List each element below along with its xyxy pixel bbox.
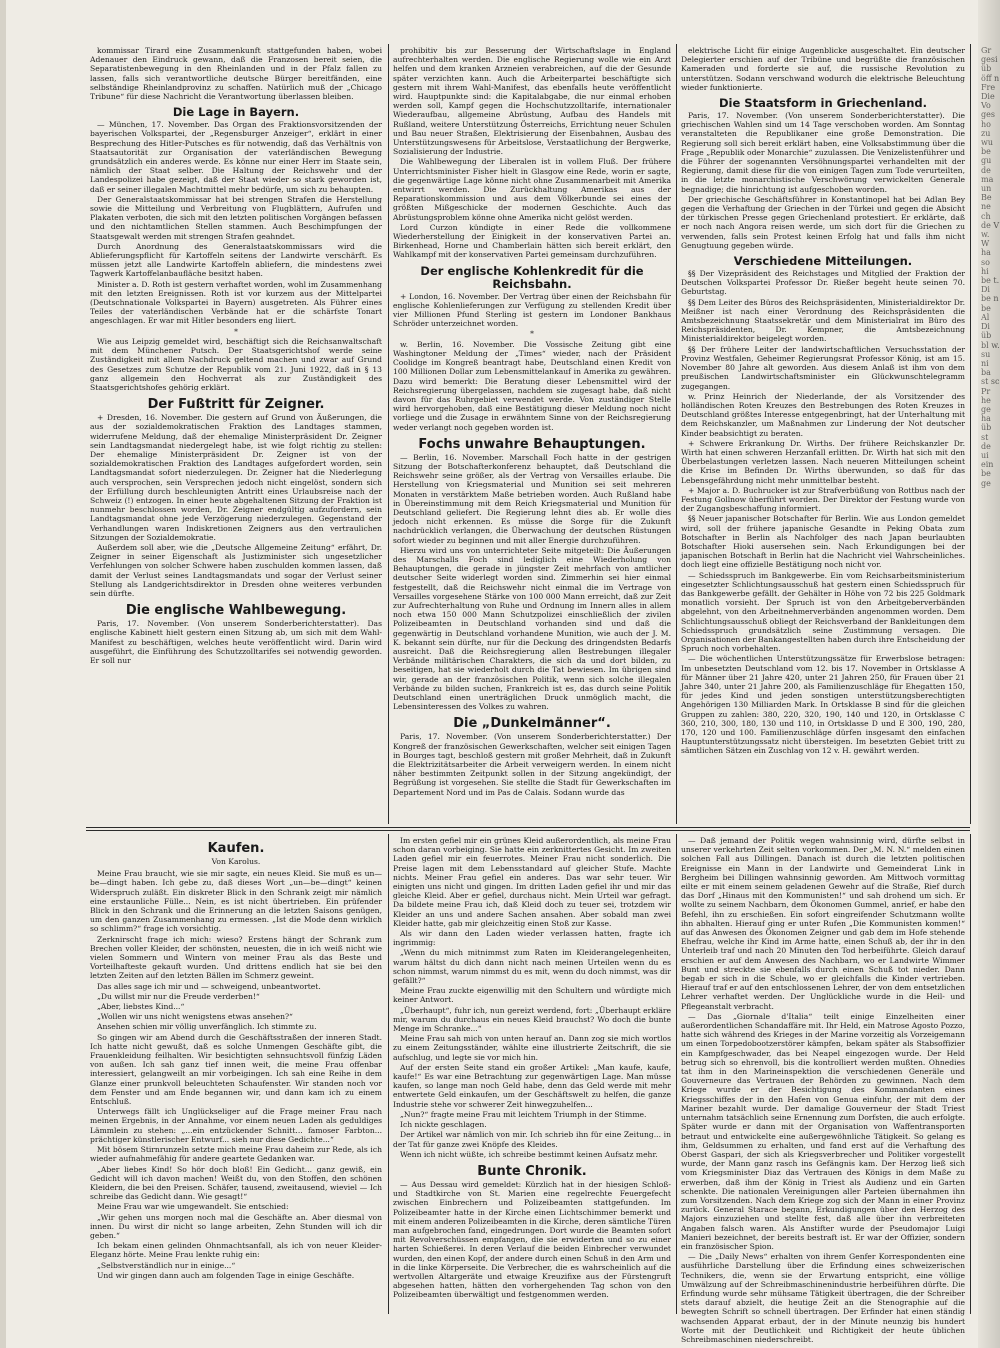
story-paragraph: Meine Frau sah mich von unten herauf an. Dann zog sie mich wortlos zu einem Zeitungsständer, wählte eine illustrierte Zeitschrift, die sie aufschlug, und legte sie vor mich hin. bbox=[393, 1034, 671, 1062]
article-paragraph: §§ Dem Leiter des Büros des Reichspräsidenten, Ministerialdirektor Dr. Meißner ist nach einer Verordnung des Reichspräsidenten die Amtsbezeichnung Staatssekretär und dem Ministerialrat im Büro des Reichspräsidenten, Dr. Kempner, die Amtsbezeichnung Ministerialdirektor beigelegt worden. bbox=[681, 297, 965, 344]
star-divider: * bbox=[530, 329, 534, 339]
story-paragraph: „Aber, liebstes Kind...“ bbox=[97, 1002, 185, 1012]
article-paragraph: Minister a. D. Roth ist gestern verhaftet worden, wohl im Zusammenhang mit den letzten Ereignissen. Roth ist vor kurzem aus der Mittelpartei (Deutschnationale Volkspartei in Bayern) ausgetreten. Als Führer eines Teiles der vaterländischen Verbände hat er die schärfste Tonart angeschlagen. Er war mit Hitler besonders eng liiert. bbox=[90, 279, 383, 326]
headline-lage-in-bayern: Die Lage in Bayern. bbox=[172, 105, 300, 120]
article-paragraph: Lord Curzon kündigte in einer Rede die vollkommene Wiederherstellung der Einigkeit in der konservativen Partei an. Birkenhead, Horne und Chamberlain hätten sich bereit erklärt, den Wahlkampf mit der konservativen Partei gemeinsam durchzuführen. bbox=[393, 222, 671, 260]
story-paragraph: „Überhaupt“, fuhr ich, nun gereizt werdend, fort: „Überhaupt erkläre mir, warum du durchaus ein neues Kleid brauchst? Wo doch die bunte Menge im Schranke...“ bbox=[393, 1005, 671, 1034]
article-paragraph: + Major a. D. Buchrucker ist zur Strafverbüßung von Rottbus nach der Festung Gollnow überführt worden. Der Direktor der Festung wurde von der Zugangsbeschaffung informiert. bbox=[681, 485, 965, 514]
story-paragraph: Der Artikel war nämlich von mir. Ich schrieb ihn für eine Zeitung... in der Tat für ganze zwei Knöpfe des Kleides. bbox=[393, 1130, 671, 1149]
article-paragraph: + Schwere Erkrankung Dr. Wirths. Der frühere Reichskanzler Dr. Wirth hat einen schweren Herzanfall erlitten. Dr. Wirth hat sich mit den Überbelastungen verletzen lassen. Nach neueren Mitteilungen scheint die Krise im Befinden Dr. Wirths überwunden, so daß für das Lebensgefährdung nicht mehr unmittelbar besteht. bbox=[681, 438, 965, 485]
column-rule bbox=[388, 44, 389, 824]
story-paragraph: Als wir dann den Laden wieder verlassen hatten, fragte ich ingrimmig: bbox=[393, 929, 671, 948]
article-paragraph: §§ Der frühere Leiter der landwirtschaftlichen Versuchsstation der Provinz Westfalen, Geheimer Regierungsrat Professor König, ist am 15. November 80 Jahre alt geworden. Aus diesem Anlaß ist ihm von dem preußischen Landwirtschaftsminister ein Glückwunschtelegramm zugegangen. bbox=[681, 344, 965, 391]
story-paragraph: „Aber liebes Kind! So hör doch bloß! Ein Gedicht... ganz gewiß, ein Gedicht will ich davon machen! Weißt du, von den Stoffen, den schönen Kleidern, die bei den Preisen. Schäfer, tausend, zweitausend, wieviel — Ich schreibe das Gedicht dann. Wie gesagt!“ bbox=[90, 1164, 382, 1202]
article-paragraph: §§ Neuer japanischer Botschafter für Berlin. Wie aus London gemeldet wird, soll der frühere japanische Gesandte in Peking Obata zum Botschafter in Berlin als Nachfolger des nach Japan beurlaubten Botschafter Hioki ausersehen sein. Nach Erkundigungen bei der japanischen Botschaft in Berlin hat die Nachricht viel Wahrscheinliches. doch liegt eine offizielle Bestätigung noch nicht vor. bbox=[681, 514, 965, 570]
column-rule bbox=[388, 834, 389, 1314]
story-paragraph: Das alles sage ich mir und — schweigend, unbeantwortet. bbox=[97, 981, 321, 991]
story-paragraph: Ich nickte geschlagen. bbox=[400, 1120, 487, 1130]
article-paragraph: Die Wahlbewegung der Liberalen ist in vollem Fluß. Der frühere Unterrichtsminister Fisher hielt in Glasgow eine Rede, worin er sagte, die gegenwärtige Lage könne nicht ohne Zusammenarbeit mit Amerika entwirrt werden. Die Zurückhaltung Amerikas aus der Reparationskommission und aus dem Völkerbunde sei eines der größten Mißgeschicke der modernen Geschichte. Auch das Abrüstungsproblem könne ohne Amerika nicht gelöst werden. bbox=[393, 157, 671, 222]
adjacent-page-edge-text: Gr gesi üb öff n Fre Die Vo ges ho zu wu be gu de ma un Be ne ch de V w. W ha so hi be t. Di be n be Al Di üb bl w. su ni ba st sc Pr he ge ha üb st de ui ein be ge bbox=[981, 46, 1000, 488]
scan-left-margin bbox=[0, 0, 6, 1348]
feuilleton-column-2 bbox=[393, 836, 671, 1314]
story-paragraph: „Wenn du mich mitnimmst zum Raten im Kleiderangelegenheiten, warum hältst du dich dann nicht nach meinen Urteilen wenn du es schon nimmst, warum nimmst du es mit, wenn du doch nimmst, was dir gefällt?“ bbox=[393, 948, 671, 986]
headline-dunkelmaenner: Die „Dunkelmänner“. bbox=[453, 716, 611, 732]
feuilleton-divider bbox=[86, 827, 970, 828]
story-paragraph: Unterwegs fällt ich Unglückseliger auf die Frage meiner Frau nach meinen Ergebnis, in der Annahme, vor einem neuen Laden als geduldiges Lämmlein zu stehen: „...ein entzückender Schnitt... famoser Farbton... prächtiger künstlerischer Entwurf... sieh nur diese Gedichte...“ bbox=[90, 1107, 382, 1144]
story-paragraph: Und wir gingen dann auch am folgenden Tage in einige Geschäfte. bbox=[97, 1270, 355, 1280]
story-paragraph: Ich bekam einen gelinden Ohnmachtsanfall, als ich von neuer Kleider-Eleganz hörte. Meine Frau lenkte ruhig ein: bbox=[90, 1241, 382, 1260]
article-paragraph: w. Prinz Heinrich der Niederlande, der als Vorsitzender des holländischen Roten Kreuzes den Bestrebungen des Roten Kreuzes in Deutschland größtes Interesse entgegenbringt, hat der Unterhaltung mit dem Reichskanzler, um Maßnahmen zur Linderung der Not deutscher Kinder beabsichtigt zu beraten. bbox=[681, 391, 965, 438]
binding-shadow bbox=[978, 0, 1000, 1348]
headline-fochs-behauptungen: Fochs unwahre Behauptungen. bbox=[418, 436, 646, 452]
article-paragraph: prohibitiv bis zur Besserung der Wirtschaftslage in England aufrechterhalten werden. Die englische Regierung wolle wie ein Arzt helfen und dem kranken Arzneien verabreichen, auf die der Gesunde später verzichten kann. Auch die Arbeiterpartei beschäftigte sich gestern mit ihrem Wahl-Manifest, das ebenfalls heute veröffentlicht wird. Hauptpunkte sind: die Kapitalabgabe, die nur einmal erhoben werden soll, Kampf gegen die Hochschutzzolltarife, internationaler Wiederaufbau, allgemeine Abrüstung, Aufbau des Handels mit Rußland, weitere Unterstützung Österreichs, Errichtung neuer Schulen und Bau neuer Straßen, Elektrisierung der Eisenbahnen, Ausbau des Unterstützungswesens für Arbeitslose, Verstaatlichung der Bergwerke, Sozialisierung der Industrie. bbox=[393, 46, 671, 157]
story-paragraph: Wenn ich nicht wüßte, ich schreibe bestimmt keinen Aufsatz mehr. bbox=[400, 1149, 658, 1159]
column-rule bbox=[970, 44, 971, 824]
headline-kaufen: Kaufen. bbox=[207, 841, 265, 856]
headline-fusstritt-zeigner: Der Fußtritt für Zeigner. bbox=[147, 397, 325, 413]
article-paragraph: Außerdem soll aber, wie die „Deutsche Allgemeine Zeitung“ erfährt, Dr. Zeigner in seiner Eigenschaft als Justizminister sich ungesetzlicher Verfehlungen von solcher Schwere haben zuschulden kommen lassen, daß damit der Verlust seines Landtagsmandats und sogar der Verlust seiner Stellung als Landgerichtsdirektor in Dresden ohne weiteres verbunden sein dürfte. bbox=[90, 542, 382, 598]
article-paragraph: Wie aus Leipzig gemeldet wird, beschäftigt sich die Reichsanwaltschaft mit dem Münchener Putsch. Der Staatsgerichtshof werde seine Zuständigkeit mit allem Nachdruck geltend machen und zwar auf Grund des Gesetzes zum Schutze der Republik vom 21. Juni 1922, daß in § 13 ganz allgemein den Hochverrat als zur Zuständigkeit des Staatsgerichtshofes gehörig erklärt. bbox=[90, 336, 382, 392]
article-paragraph: + London, 16. November. Der Vertrag über einen der Reichsbahn für englische Kohlenlieferungen zur Verfügung zu stellenden Kredit über vier Millionen Pfund Sterling ist gestern im Londoner Bankhaus Schröder unterzeichnet worden. bbox=[393, 291, 671, 329]
feuilleton-column-1 bbox=[90, 836, 382, 1314]
headline-bunte-chronik: Bunte Chronik. bbox=[477, 1163, 587, 1179]
headline-englische-wahlbewegung: Die englische Wahlbewegung. bbox=[125, 603, 347, 619]
news-column-1 bbox=[90, 46, 382, 824]
story-paragraph: „Selbstverständlich nur in einige...“ bbox=[97, 1260, 236, 1270]
headline-verschiedene-mitteilungen: Verschiedene Mitteilungen. bbox=[733, 254, 913, 269]
article-paragraph: §§ Der Vizepräsident des Reichstages und Mitglied der Fraktion der Deutschen Volkspartei Professor Dr. Rießer begeht heute seinen 70. Geburtstag. bbox=[681, 269, 965, 297]
headline-kohlenkredit: Der englische Kohlenkredit für die Reichsbahn. bbox=[420, 263, 644, 291]
story-paragraph: Auf der ersten Seite stand ein großer Artikel: „Man kaufe, kaufe, kaufe!“ Es war eine Betrachtung zur gegenwärtigen Lage. Man müsse kaufen, so lange man noch Geld habe, denn das Geld werde mit mehr entwertete Geld einkaufen, um der Geschäftswelt zu helfen, die ganze Industrie stehe vor schwerer Zeit hinwegzuhelfen... bbox=[393, 1062, 671, 1109]
article-paragraph: — Die wöchentlichen Unterstützungssätze für Erwerbslose betragen: Im unbesetzten Deutschland vom 12. bis 17. November in Ortsklasse A für Männer über 21 Jahre 420, unter 21 Jahren 250, für Frauen über 21 Jahre 340, unter 21 Jahre 200, als Familienzuschläge für Ehegatten 150, für jedes Kind und jeden sonstigen unterstützungsberechtigten Angehörigen 130 Milliarden Mark. In Ortsklasse B sind für die gleichen Gruppen zu zahlen: 380, 220, 320, 190, 140 und 120, in Ortsklasse C 360, 210, 300, 180, 130 und 110, in Ortsklasse D und E 300, 190, 280, 170, 120 und 100. Familienzuschläge dürfen insgesamt den einfachen Hauptunterstützungssatz nicht übersteigen. Im besetzten Gebiet tritt zu sämtlichen Sätzen ein Zuschlag von 12 v. H. gewährt werden. bbox=[681, 654, 965, 756]
story-paragraph: „Du willst mir nur die Freude verderben!“ bbox=[97, 991, 260, 1001]
chronicle-paragraph: — Das „Giornale d'Italia“ teilt einige Einzelheiten einer außerordentlichen Schandaffäre mit. Ihr Held, ein Matrose Agosto Pozzo, hatte sich während des Krieges in der Marine vorzeitig als Vorzeigemann um einen Torpedobootzerstörer kämpfen, bekam später als Stabsoffizier ein Kampfgeschwader, das bei Neapel eingezogen wurde. Der Held betrug sich so ehrenvoll, bis die kontrolliert werden mußten. Ohnedies tat ihm in den Marineinspektion die verschiedenen Generäle und Gouverneure das Vertrauen der Behörden zu gewinnen. Nach dem Kriege wurde er der Besichtigung des Kommandanten eines Kriegsschiffes der in den Hafen von Genua einfuhr, der mit dem der Mariner bezahlt wurde. Der damalige Gouverneur der Stadt Triest unternahm tatsächlich seine Ernennung zum Dorfsten, die auch erfolgte. Später wurde er dann mit der Organisation von Waffentransporten betraut und entwickelte eine außergewöhnliche Tätigkeit. So gelang es ihm, Geldsummen zu erhalten, und fand erst auf die Verhaftung des Oberst Gaspari, der sich als Kriegsverbrecher und Politiker vorgestellt wurde, der Mann ganz rasch ins Gefängnis kam. Der Herzog ließ sich vom Kriegsminister Diaz das Vertrauen des Königs in dem Maße zu erwerben, daß ihm der König in Triest als Audienz und ein Garten schenkte. Die nationalen Vereinigungen aller Parteien übernahmen ihn zum Vorsitzenden. Nach dem Kriege zog sich der Mann in einer Provinz zurück. General Starace begann, Erkundigungen über den Herzog des Majors einzuziehen und stellte fest, daß alle über ihn verbreiteten Angaben falsch waren. Als Anstifter wurde der Pseudomajor Luigi Manieri bezeichnet, der bereits bestraft ist. Er war der Offizier, sondern ein französischer Spion. bbox=[681, 1011, 966, 1251]
article-paragraph: w. Berlin, 16. November. Die Vossische Zeitung gibt eine Washingtoner Meldung der „Times“ wieder, nach der Präsident Coolidge im Kongreß beantragt habe, Deutschland einen Kredit von 100 Millionen Dollar zum Lebensmittelankauf in Amerika zu gewähren. Dazu wird bemerkt: Die Beratung dieser Lebensmittel wird der Reichsregierung übergelassen, nachdem sie zugesagt habe, daß nicht davon für das Ruhrgebiet verwendet werde. Von zuständiger Stelle wird hervorgehoben, daß eine Bestätigung dieser Meldung noch nicht vorliege und die Zusage in erwähntem Sinne von der Reichsregierung weder verlangt noch gegeben worden ist. bbox=[393, 339, 671, 432]
star-divider: * bbox=[234, 326, 238, 336]
article-paragraph: elektrische Licht für einige Augenblicke ausgeschaltet. Ein deutscher Delegierter erschien auf der Tribüne und begrüßte die französischen Kameraden und forderte sie auf, die russische Revolution zu unterstützen. Sodann verschwand wodurch die elektrische Beleuchtung wieder funktionierte. bbox=[681, 46, 965, 92]
feuilleton-divider bbox=[86, 830, 970, 831]
story-paragraph: Meine Frau braucht, wie sie mir sagte, ein neues Kleid. Sie muß es un—be—dingt haben. Ich gebe zu, daß dieses Wort „un—be—dingt“ keinen Widerspruch zuläßt. Ein diskreter Blick in den Schrank zeigt mir nämlich eine erstaunliche Fülle... Nein, es ist nicht übertrieben. Ein prüfender Blick in den Schrank und die Erinnerung an die letzten Saisons genügen, um den ganzen Zusammenhang zu ermessen. „Ist die Mode denn wirklich so schlimm?“ frage ich vorsichtig. bbox=[90, 869, 382, 934]
article-paragraph: Paris, 17. November. (Von unserem Sonderberichterstatter.) Der Kongreß der französischen Gewerkschaften, welcher seit einigen Tagen in Bourges tagt, beschloß gestern mit großer Mehrheit, daß in Zukunft die Elektrizitätsarbeiter die Arbeit verweigern werden. In einem nicht näher bestimmten Zeitpunkt sollen in der Sitzung angekündigt, der Begrüßung ist vorgesehen. Sie stellte die Stadt für Gewerkschaften im Departement Nord und im Pas de Calais. Sodann wurde das bbox=[393, 732, 671, 797]
chronicle-paragraph: — Daß jemand der Politik wegen wahnsinnig wird, dürfte selbst in unserer verkehrten Zeit selten vorkommen. Der „M. N. N.“ melden einen solchen Fall aus Dillingen. Danach ist durch die letzten politischen Ereignisse ein Mann in der Landwirte und Gemeinderat Link in Bergheim bei Dillingen wahnsinnig geworden. Am Mittwoch vormittag eilte er mit einem seinem geladenen Gewehr auf die Straße, Rief durch das Dorf „Hinaus mit den Kommunisten!“ und sah drohend um sich. Er wollte zu seinem Nachbarn, dem Ökonomen Gummel, anrief, er habe den Befehl, ihn zu erschießen. Ein sofort eingreifender Schutzmann wollte ihn abhalten. Hierauf ging er unter Rufen „Die Kommunisten kommen!“ auf das Anwesen des Ökonomen Zeigner und gab dem im Hofe stehende Ehefrau, welche ihr Kind im Arme hatte, einen Schuß ab, der ihr in den Unterleib traf und nach 20 Minuten den Tod herbeiführte. Gleich darauf erschien er auf dem Anwesen des Nachbarn, wo er Landwirte Wimmer Bunt und streckte sie ebenfalls durch einen Schuß tot nieder. Dann begab er sich in die Schule, wo er gleichfalls die Kinder vertrieben. Hierauf traf er auf den entschlossenen Lehrer, der von dem entsetzlichen Lehrer verhaftet werden. Der Unglückliche wurde in die Heil- und Pflegeanstalt verbracht. bbox=[681, 836, 965, 1011]
article-paragraph: Der griechische Geschäftsführer in Konstantinopel hat bei Adlan Bey gegen die Verhaftung der Griechen in der Türkei und gegen die Absicht der türkischen Presse gegen Griechenland protestiert. Er erklärte, daß er noch nach Angora reisen werde, um sich dort für die Griechen zu verwenden, falls sein Protest keinen Erfolg hat und falls ihm nicht Genugtuung gegeben würde. bbox=[681, 194, 965, 250]
article-paragraph: kommissar Tirard eine Zusammenkunft stattgefunden haben, wobei Adenauer den Eindruck gewann, daß die Franzosen bereit seien, die Separatistenbewegung in den Rheinlanden und in der Pfalz fallen zu lassen, falls sich verantwortliche deutsche Bürger bereitfänden, eine selbständige Rheinlandprovinz zu schaffen. Natürlich muß der „Chicago Tribune“ für diese Nachricht die Verantwortung überlassen bleiben. bbox=[90, 46, 382, 102]
article-paragraph: — Berlin, 16. November. Marschall Foch hatte in der gestrigen Sitzung der Botschafterkonferenz behauptet, daß Deutschland die Reichswehr seine größer, als der Vertrag von Versailles erlaube. Die Herstellung von Kriegsmaterial und Munition sei seit mehreren Monaten in verstärktem Maße betrieben worden. Auch Rußland habe in Übereinstimmung mit dem Reich Kriegsmaterial und Munition für Deutschland geliefert. Die Regierung lehnt dies ab. Er wolle dies jedoch nicht erkennen. Es müsse die Sorge für die Zukunft nachdrücklich verlangen, die Überwachung der deutschen Rüstungen sofort wieder zu beginnen und mit aller Energie durchzuführen. bbox=[393, 452, 671, 545]
story-paragraph: Meine Frau war wie umgewandelt. Sie entschied: bbox=[97, 1202, 289, 1212]
story-paragraph: „Nun?“ fragte meine Frau mit leichtem Triumph in der Stimme. bbox=[400, 1109, 647, 1119]
article-paragraph: Durch Anordnung des Generalstaatskommissars wird die Ablieferungspflicht für Kartoffeln seitens der Landwirte verschärft. Es müssen jetzt alle Landwirte Kartoffeln abliefern, die mindestens zwei Tagwerk Kartoffelanbaufläche besitzt haben. bbox=[90, 241, 382, 279]
story-paragraph: Ansehen schien mir völlig unverfänglich. Ich stimmte zu. bbox=[97, 1022, 317, 1032]
article-paragraph: + Dresden, 16. November. Die gestern auf Grund von Äußerungen, die aus der sozialdemokratischen Fraktion des Landtages stammen, widerrufene Meldung, daß der ehemalige Ministerpräsident Dr. Zeigner sein Landtagsmandat niedergelegt habe, ist wie folgt richtig zu stellen: Der ehemalige Ministerpräsident Dr. Zeigner ist von der sozialdemokratischen Fraktion des Landtages aufgefordert worden, sein Landtagsmandat sofort niederzulegen. Dr. Zeigner hat die Niederlegung auch versprochen, sein Versprechen jedoch nicht eingelöst, sondern sich der Erfüllung durch beschleunigten Antritt eines Urlaubsreise nach der Schweiz (!) entzogen. In einer heute abgehaltenen Sitzung der Fraktion ist nunmehr beschlossen worden, Dr. Zeigner endgültig aufzufordern, sein Landtagsmandat ohne jede Verzögerung niederzulegen. Gegenstand der Verhandlungen waren Indiskretionen Zeigners aus den vertraulichen Sitzungen der Sozialdemokratie. bbox=[90, 413, 382, 542]
article-paragraph: Der Generalstaatskommissar hat bei strengen Strafen die Herstellung sowie die Mitteilung und Verbreitung von Flugblättern, Aufrufen und Plakaten verboten, die sich mit den letzten politischen Vorgängen befassen und den nichtamtlichen Stellen stammen. Auch Beschimpfungen der Staatsgewalt werden mit strengen Strafen geahndet. bbox=[90, 194, 382, 241]
article-paragraph: Paris, 17. November. (Von unserem Sonderberichterstatter). Das englische Kabinett hielt gestern einen Sitzung ab, um sich mit dem Wahl-Manifest zu beschäftigen, welches heute veröffentlicht wird. Darin wird ausgeführt, die Einführung des Schutzzolltarifes sei notwendig geworden. Er soll nur bbox=[90, 619, 382, 665]
news-column-2 bbox=[393, 46, 671, 824]
article-paragraph: Hierzu wird uns von unterrichteter Seite mitgeteilt: Die Äußerungen des Marschalls Foch sind lediglich eine Wiederholung von Behauptungen, die gerade in jüngster Zeit mehrfach von amtlicher deutscher Seite widerlegt worden sind. Zimmerhin sei hier einmal festgestellt, daß die Reichswehr nicht einmal die im Vertrage von Versailles vorgesehene Stärke von 100 000 Mann erreicht, daß zur Zeit zur Aufrechterhaltung von Ruhe und Ordnung im Innern alles in allem noch etwa 150 000 Mann Schutzpolizei einschließlich der zivilen Polizeibeamten in Deutschland vorhanden sind und daß die gegenwärtig in Deutschland vorhandene Munition, wie auch der J. M. K. bekannt sein dürfte, nur für die Deckung des dringendsten Bedarfs ausreicht. Daß die Reichsregierung allen Bestrebungen illegaler Verbände militärischen Charakters, die sich da und dort bilden, zu beseitigen, hat sie wiederholt durch die Tat bewiesen. Im übrigen sind wir, gerade an der französischen Politik, wenn sich solche illegalen Verbände zu bilden suchen, Frankreich ist es, das durch seine Politik Deutschland einen unerträglichen Druck unmöglich macht, die Lebensinteressen des Volkes zu wahren. bbox=[393, 545, 671, 712]
column-rule bbox=[676, 834, 677, 1314]
headline-staatsform-griechenland: Die Staatsform in Griechenland. bbox=[719, 96, 927, 111]
news-column-3 bbox=[681, 46, 965, 824]
chronicle-paragraph: — Die „Daily News“ erhalten von ihrem Genfer Korrespondenten eine ausführliche Darstellung über die Erfindung eines schweizerischen Technikers, die, wenn sie der Erwartung entspricht, eine völlige Umwälzung auf der Schreibmaschinenindustrie herbeiführen dürfte. Die Erfindung wurde sehr mühsame Tätigkeit übertragen, die der Schreiber stets darauf abzielt, die heutige Zeit an die Stenographie auf die bewegten Schrift so schnell übertragen. Der Erfinder hat einen ständig wachsenden Apparat erbaut, der in der Minute neunzig bis hundert Worte mit der Deutlichkeit und Richtigkeit der heute üblichen Schreibmaschinen niederschreibt. bbox=[681, 1252, 965, 1344]
story-paragraph: „Wollen wir uns nicht wenigstens etwas ansehen?“ bbox=[97, 1012, 293, 1022]
story-paragraph: Im ersten gefiel mir ein grünes Kleid außerordentlich, als meine Frau schon daran vorbeiging. Sie hatte ein zerknittertes Gesicht. Im zweiten Laden gefiel mir ein feuerrotes. Meiner Frau nicht sonderlich. Die Preise lagen mit dem Lebensstandard auf gleicher Stufe. Machte nichts. Meiner Frau gefiel ein anderes. Das war sehr teuer. Wir einigten uns nicht und gingen. Im dritten Laden gefiel ihr und mir das gleiche Kleid. Aber er gefiel, durchaus nicht. Mein Urteil war gefragt. Da bildete meine Frau ich, daß Kleid doch zu teuer sei, trotzdem wir Kleider an uns und andere Sachen ansahen. Aber sobald man zwei Kleider hatte, gab mir gleichzeitig einen Stoß zur Kasse. bbox=[393, 836, 671, 928]
article-paragraph: — Schiedsspruch im Bankgewerbe. Ein vom Reichsarbeitsministerium eingesetzter Schlichtungsausschuß hat gestern einen Schiedsspruch für das Bankgewerbe gefällt. der Gehälter in Höhe von 72 bis 225 Goldmark monatlich vorsieht. Der Spruch ist von den Arbeitgeberverbänden abgelehnt, von den Arbeitnehmerverbänden angenommen worden. Dem Schlichtungsausschuß obliegt der Reichsverband der Bankleitungen dem Schiedsspruch grundsätzlich seine Zustimmung versagen. Die Organisationen der Bankangestellten haben durch ihre Entscheidung der Spruch noch vorbehalten. bbox=[681, 570, 965, 654]
chronicle-paragraph: — Aus Dessau wird gemeldet: Kürzlich hat in der hiesigen Schloß- und Stadtkirche von St. Marien eine regelrechte Feuergefecht zwischen Einbrechern und Polizeibeamten stattgefunden. Im Polizeibeamter hatte in der Kirche einen Lichtschimmer bemerkt und mit einem anderen Polizeibeamten in die Kirche, deren sämtliche Türen man aufgebrochen fand, eingedrungen. Dort wurde die Beamten sofort mit Revolverschüssen empfangen, die sie erwiderten und so zu einer harten Schießerei. In deren Verlauf die beiden Einbrecher verwundet wurden, den einen Kopf, der andere durch einen Schuß in den Arm und in die linke Körperseite. Die Verbrecher, die es wahrscheinlich auf die wertvollen Altargeräte und etwaige Kreuzifixe aus der Fürstengruft abgesehen hatten, hätten den vorhergehenden Tag schon von den Polizeibeamten überwältigt und festgenommen werden. bbox=[393, 1179, 671, 1300]
article-paragraph: — München, 17. November. Das Organ des Fraktionsvorsitzenden der bayerischen Volkspartei, der „Regensburger Anzeiger“, erklärt in einer Besprechung des Hitler-Putsches es für notwendig, daß das Verhältnis von Staatsautorität zur Organisation der vaterländischen Bewegung grundsätzlich ein anderes werde. Es könne nur einer Herr im Staate sein, nämlich der Staat selber. Die Haltung der Reichswehr und der Landespolizei habe gezeigt, daß der Staat wieder so stark geworden ist, daß er seiner illegalen Machtmittel mehr bedürfe, um sich zu behaupten. bbox=[90, 120, 382, 194]
story-paragraph: „Wir gehen uns morgen noch mal die Geschäfte an. Aber diesmal von innen. Du wirst dir nicht so lange arbeiten, Zehn Stunden will ich dir geben.“ bbox=[90, 1212, 382, 1240]
column-rule bbox=[676, 44, 677, 824]
article-paragraph: Paris, 17. November. (Von unserem Sonderberichterstatter). Die griechischen Wahlen sind um 14 Tage verschoben worden. Am Sonntag veranstalteten die Republikaner eine große Demonstration. Die Regierung soll sich bereit erklärt haben, eine Volksabstimmung über die Frage „Republik oder Monarchie“ zuzulassen. Die Venizelistenführer und die Führer der sogenannten Versöhnungspartei verhandelten mit der Regierung, damit diese für die von einigen Tagen zum Tode verurteilten, in die letzte monarchistische Verschwörung verwickelten Generale begnadige; die hinrichtung ist aufgeschoben worden. bbox=[681, 111, 965, 194]
story-paragraph: Mit bösem Stirnrunzeln setzte mich meine Frau daheim zur Rede, als ich wieder aufnahmefähig für andere geartete Gedanken war. bbox=[90, 1145, 382, 1164]
feuilleton-column-3 bbox=[681, 836, 966, 1344]
story-paragraph: Meine Frau zuckte eigenwillig mit den Schultern und würdigte mich keiner Antwort. bbox=[393, 986, 671, 1005]
story-paragraph: So gingen wir am Abend durch die Geschäftsstraßen der inneren Stadt. Ich hatte nicht gewußt, daß es solche Unmengen Geschäfte gibt, die Frauenkleidung feilhalten. Wir besichtigten sehnsuchtsvoll fünfzig Läden von außen. Ich sah ganz tief innen weit, die meine Frau offenbar interessiert, gelangweilt an mir vorbeigingen. Ich sah eine Reihe in dem Glanze einer prunkvoll beleuchteten Schaufenster. Wir standen noch vor dem Fenster und am Ende begannen wir, und dann kam ich zu einem Entschluß. bbox=[90, 1032, 382, 1107]
story-paragraph: Zerknirscht frage ich mich: wieso? Erstens hängt der Schrank zum Brechen voller Kleider, der schönsten, neuesten, die in ich weiß nicht wie vielen Sommern und Wintern von meiner Frau als das Beste und Vorteilhafteste gekauft wurden. Und drittens endlich hat sie bei den letzten Zeiten auf den letzten Bällen im Schmerz geweint. bbox=[90, 934, 382, 981]
column-rule bbox=[970, 834, 971, 1314]
byline: Von Karolus. bbox=[211, 857, 261, 866]
